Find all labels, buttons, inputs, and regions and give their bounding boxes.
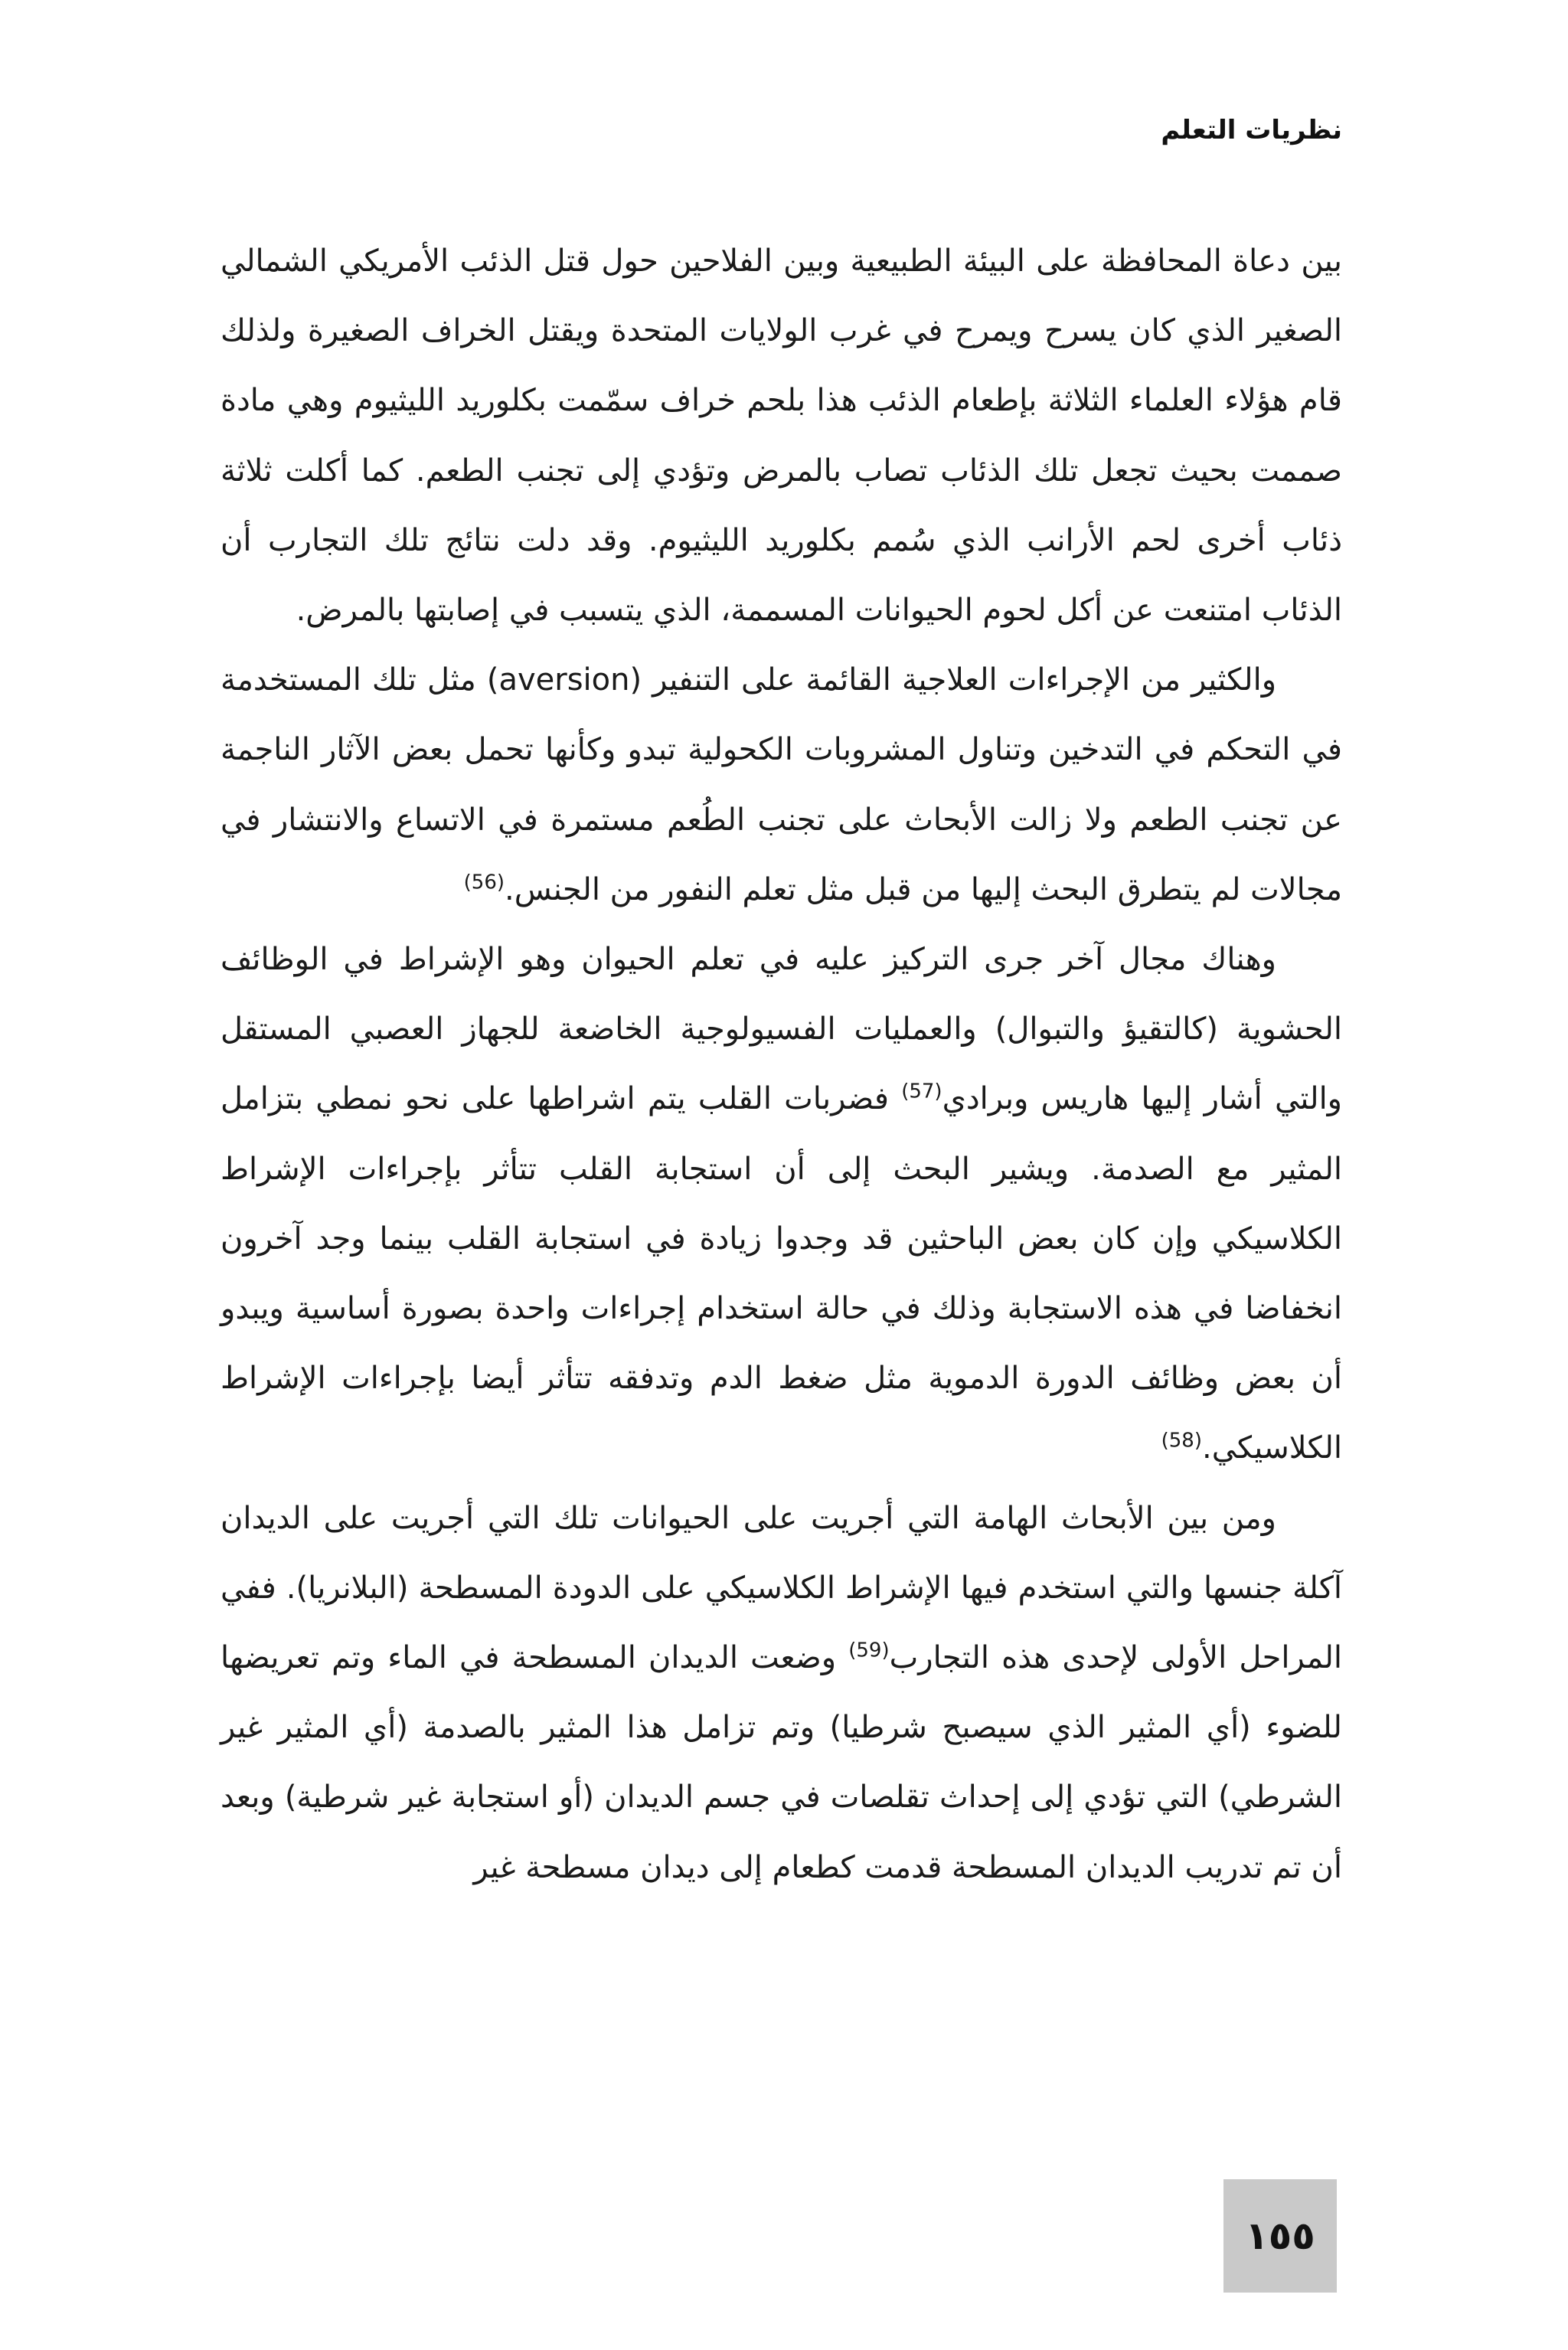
latin-term: (aversion): [486, 662, 642, 698]
paragraph-text: مثل تلك المستخدمة في التحكم في التدخين وتناول المشروبات الكحولية تبدو وكأنها تحمل بعض الآثار الناجمة عن تجنب الطعم ولا زالت الأبحاث على تجنب الطُعم مستمرة في الاتساع والانتشار في مجالات لم يتطرق البحث إليها من قبل مثل تعلم النفور من الجنس.: [220, 662, 1342, 907]
paragraph-text: ومن بين الأبحاث الهامة التي أجريت على الحيوانات تلك التي أجريت على الديدان آكلة جنسها والتي استخدم فيها الإشراط الكلاسيكي على الدودة المسطحة (البلانريا). ففي المراحل الأولى لإحدى هذه التجارب: [220, 1500, 1343, 1676]
paragraph-text: والكثير من الإجراءات العلاجية القائمة على التنفير: [642, 662, 1277, 698]
paragraph-text: بين دعاة المحافظة على البيئة الطبيعية وبين الفلاحين حول قتل الذئب الأمريكي الشمالي الصغير الذي كان يسرح ويمرح في غرب الولايات المتحدة ويقتل الخراف الصغيرة ولذلك قام هؤلاء العلماء الثلاثة بإطعام الذئب هذا بلحم خراف سمّمت بكلوريد الليثيوم وهي مادة صممت بحيث تجعل تلك الذئاب تصاب بالمرض وتؤدي إلى تجنب الطعم. كما أكلت ثلاثة ذئاب أخرى لحم الأرانب الذي سُمم بكلوريد الليثيوم. وقد دلت نتائج تلك التجارب أن الذئاب امتنعت عن أكل لحوم الحيوانات المسممة، الذي يتسبب في إصابتها بالمرض.: [220, 243, 1342, 629]
footnote-marker: (59): [848, 1639, 890, 1662]
paragraph: [220, 646, 1342, 925]
paragraph-text: فضربات القلب يتم اشراطها على نحو نمطي بتزامل المثير مع الصدمة. ويشير البحث إلى أن استجابة القلب تتأثر بإجراءات الإشراط الكلاسيكي وإن كان بعض الباحثين قد وجدوا زيادة في استجابة القلب بينما وجد آخرون انخفاضا في هذه الاستجابة وذلك في حالة استخدام إجراءات واحدة بصورة أساسية ويبدو أن بعض وظائف الدورة الدموية مثل ضغط الدم وتدفقه تتأثر أيضا بإجراءات الإشراط الكلاسيكي.: [220, 1081, 1342, 1466]
paragraph-text: وضعت الديدان المسطحة في الماء وتم تعريضها للضوء (أي المثير الذي سيصبح شرطيا) وتم تزامل هذا المثير بالصدمة (أي المثير غير الشرطي) التي تؤدي إلى إحداث تقلصات في جسم الديدان (أو استجابة غير شرطية) وبعد أن تم تدريب الديدان المسطحة قدمت كطعام إلى ديدان مسطحة غير: [220, 1640, 1342, 1885]
paragraph: [220, 1484, 1342, 1903]
footnote-marker: (56): [463, 871, 505, 894]
running-head: نظريات التعلم: [1161, 115, 1342, 145]
page-number: ١٥٥: [1245, 2214, 1315, 2258]
paragraph: [220, 227, 1342, 646]
paragraph: [220, 925, 1342, 1484]
body-text: [220, 227, 1342, 1903]
page-number-box: [1223, 2179, 1337, 2293]
footnote-marker: (58): [1161, 1430, 1202, 1453]
footnote-marker: (57): [901, 1080, 942, 1104]
paragraph-text: وهناك مجال آخر جرى التركيز عليه في تعلم الحيوان وهو الإشراط في الوظائف الحشوية (كالتقيؤ والتبوال) والعمليات الفسيولوجية الخاضعة للجهاز العصبي المستقل والتي أشار إليها هاريس وبرادي: [220, 942, 1342, 1117]
